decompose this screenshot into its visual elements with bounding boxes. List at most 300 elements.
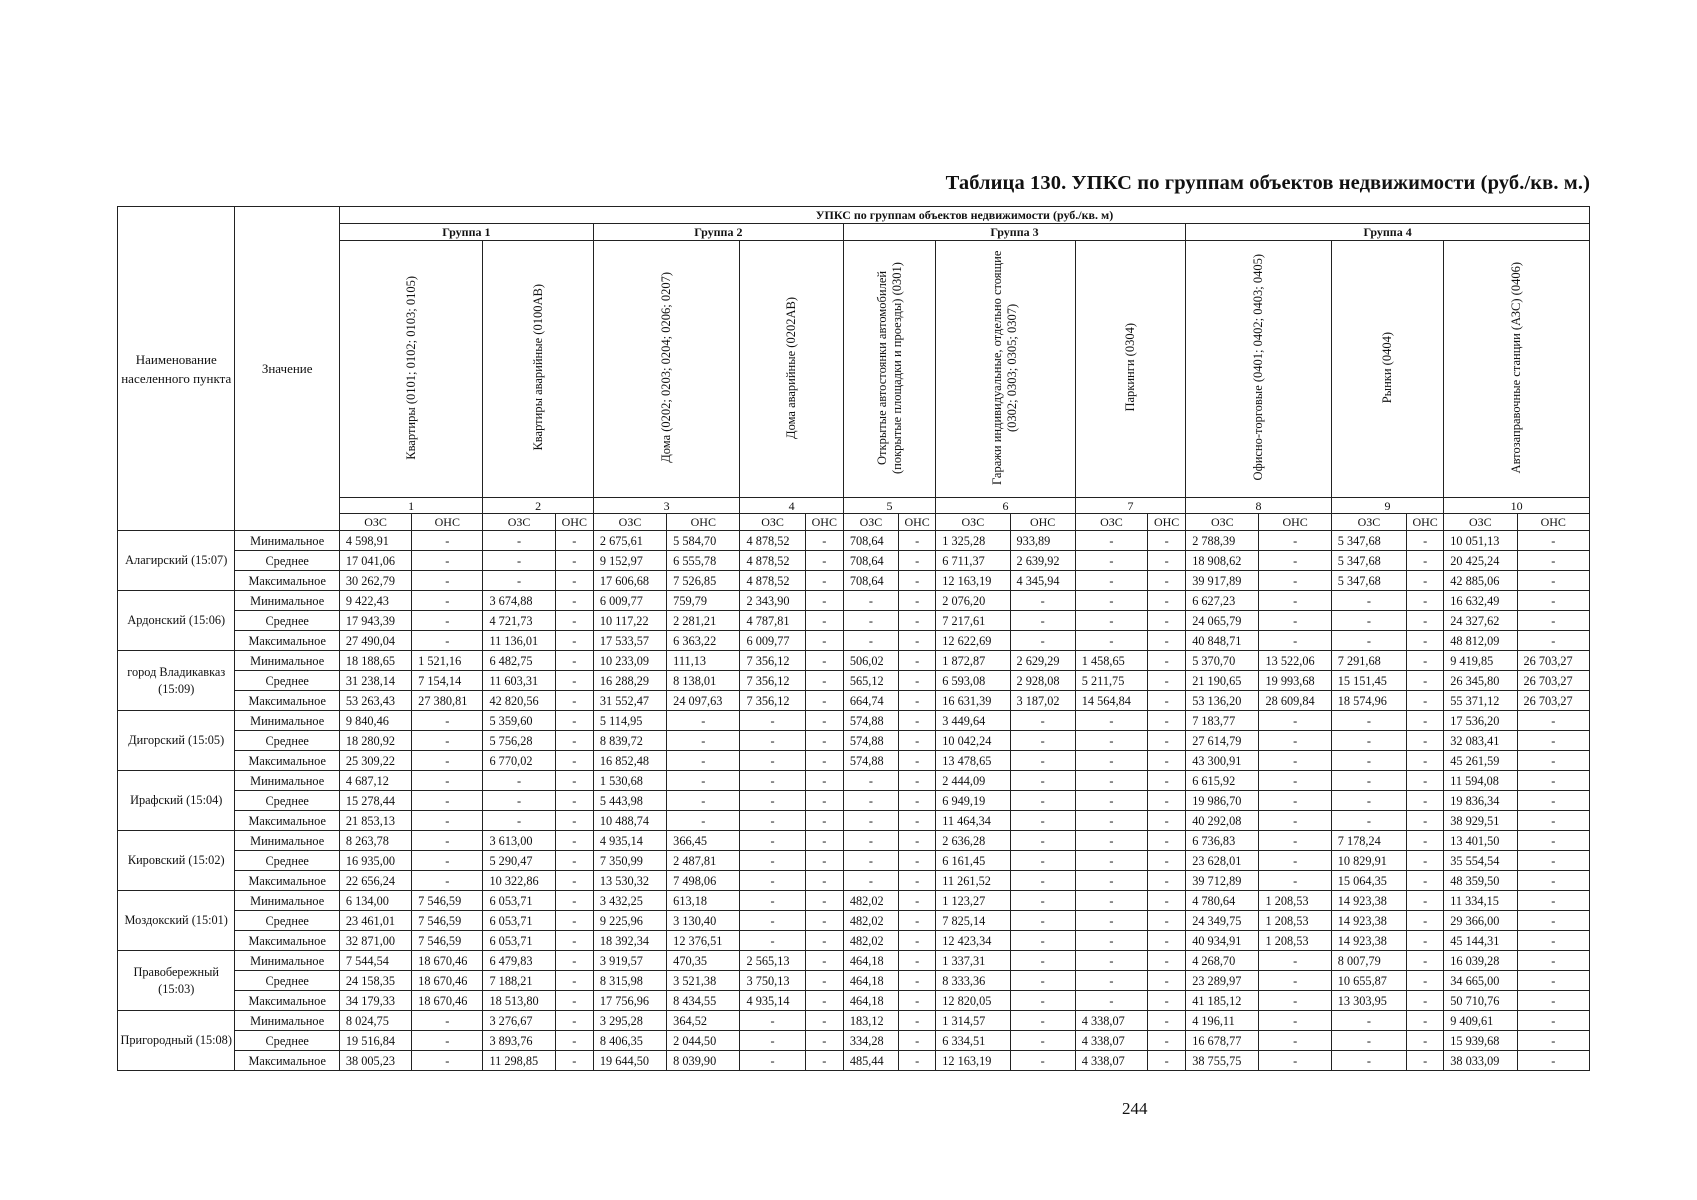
table-cell: - xyxy=(899,711,936,731)
table-cell: - xyxy=(1331,1031,1406,1051)
settlement-name: Правобережный (15:03) xyxy=(118,951,235,1011)
table-cell: - xyxy=(555,971,593,991)
table-cell: 12 423,34 xyxy=(936,931,1010,951)
table-cell: 10 488,74 xyxy=(593,811,666,831)
table-cell: - xyxy=(1010,711,1075,731)
table-cell: 12 163,19 xyxy=(936,1051,1010,1071)
header-subgroup-2 xyxy=(483,241,593,498)
value-label: Минимальное xyxy=(235,1011,339,1031)
table-cell: - xyxy=(1259,1051,1331,1071)
table-cell: 6 555,78 xyxy=(667,551,740,571)
table-cell: - xyxy=(899,551,936,571)
header-ons: ОНС xyxy=(805,514,843,531)
table-cell: 11 261,52 xyxy=(936,871,1010,891)
table-cell: 6 615,92 xyxy=(1186,771,1259,791)
table-cell: 31 238,14 xyxy=(339,671,411,691)
table-cell: - xyxy=(1148,911,1186,931)
table-cell: - xyxy=(667,791,740,811)
table-cell: - xyxy=(740,931,805,951)
table-cell: - xyxy=(805,571,843,591)
table-cell: 4 787,81 xyxy=(740,611,805,631)
table-cell: 29 366,00 xyxy=(1444,911,1517,931)
table-cell: 7 350,99 xyxy=(593,851,666,871)
table-cell: - xyxy=(843,851,898,871)
table-cell: - xyxy=(1517,631,1590,651)
table-cell: 111,13 xyxy=(667,651,740,671)
table-cell: - xyxy=(1075,591,1147,611)
table-cell: 4 338,07 xyxy=(1075,1051,1147,1071)
header-ons: ОНС xyxy=(1407,514,1444,531)
table-cell: - xyxy=(1407,531,1444,551)
table-cell: - xyxy=(1010,971,1075,991)
table-row xyxy=(118,891,1590,911)
table-cell: - xyxy=(1148,851,1186,871)
table-cell: - xyxy=(899,891,936,911)
table-cell: - xyxy=(1148,631,1186,651)
table-cell: 708,64 xyxy=(843,531,898,551)
table-cell: - xyxy=(412,1031,483,1051)
table-cell: - xyxy=(1148,1011,1186,1031)
table-cell: - xyxy=(412,731,483,751)
table-cell: 18 392,34 xyxy=(593,931,666,951)
table-cell: - xyxy=(412,1011,483,1031)
table-cell: - xyxy=(1259,591,1331,611)
table-row xyxy=(118,531,1590,551)
header-group-4: Группа 4 xyxy=(1186,224,1590,241)
table-cell: 5 359,60 xyxy=(483,711,555,731)
table-cell: 9 152,97 xyxy=(593,551,666,571)
table-cell: - xyxy=(1075,851,1147,871)
table-row xyxy=(118,871,1590,891)
table-cell: - xyxy=(1148,551,1186,571)
value-label: Минимальное xyxy=(235,591,339,611)
table-cell: 2 044,50 xyxy=(667,1031,740,1051)
table-cell: 6 053,71 xyxy=(483,891,555,911)
table-cell: - xyxy=(667,811,740,831)
table-cell: - xyxy=(899,731,936,751)
table-cell: 482,02 xyxy=(843,931,898,951)
table-cell: - xyxy=(1075,871,1147,891)
table-cell: 27 380,81 xyxy=(412,691,483,711)
table-cell: 11 464,34 xyxy=(936,811,1010,831)
table-cell: - xyxy=(1010,891,1075,911)
table-cell: - xyxy=(1517,711,1590,731)
table-cell: - xyxy=(1075,771,1147,791)
value-label: Максимальное xyxy=(235,691,339,711)
table-cell: 27 490,04 xyxy=(339,631,411,651)
table-cell: - xyxy=(1517,871,1590,891)
table-cell: 3 295,28 xyxy=(593,1011,666,1031)
table-cell: - xyxy=(555,991,593,1011)
table-cell: - xyxy=(667,731,740,751)
table-cell: - xyxy=(805,851,843,871)
table-cell: 17 943,39 xyxy=(339,611,411,631)
table-cell: - xyxy=(1259,951,1331,971)
table-cell: - xyxy=(555,791,593,811)
table-cell: - xyxy=(805,1031,843,1051)
table-cell: 613,18 xyxy=(667,891,740,911)
header-ons: ОНС xyxy=(1517,514,1590,531)
table-cell: 16 039,28 xyxy=(1444,951,1517,971)
table-cell: - xyxy=(1148,611,1186,631)
header-subgroup-4 xyxy=(740,241,843,498)
table-cell: 39 917,89 xyxy=(1186,571,1259,591)
value-label: Среднее xyxy=(235,971,339,991)
header-ozs: ОЗС xyxy=(593,514,666,531)
table-cell: - xyxy=(740,831,805,851)
table-cell: - xyxy=(805,671,843,691)
table-cell: 11 603,31 xyxy=(483,671,555,691)
table-cell: 2 281,21 xyxy=(667,611,740,631)
table-cell: - xyxy=(1010,931,1075,951)
table-cell: - xyxy=(1331,591,1406,611)
table-cell: - xyxy=(1259,831,1331,851)
table-cell: - xyxy=(1148,771,1186,791)
table-cell: - xyxy=(555,751,593,771)
table-cell: - xyxy=(1148,751,1186,771)
header-ons: ОНС xyxy=(667,514,740,531)
table-cell: 38 005,23 xyxy=(339,1051,411,1071)
table-cell: - xyxy=(1148,891,1186,911)
header-subgroup-5 xyxy=(843,241,935,498)
table-cell: 6 593,08 xyxy=(936,671,1010,691)
table-row xyxy=(118,651,1590,671)
table-cell: 565,12 xyxy=(843,671,898,691)
table-cell: 18 574,96 xyxy=(1331,691,1406,711)
table-cell: 13 478,65 xyxy=(936,751,1010,771)
table-row xyxy=(118,731,1590,751)
table-cell: - xyxy=(1517,1051,1590,1071)
table-row xyxy=(118,971,1590,991)
table-cell: - xyxy=(805,651,843,671)
table-cell: - xyxy=(740,851,805,871)
table-cell: 18 280,92 xyxy=(339,731,411,751)
table-cell: - xyxy=(412,591,483,611)
header-ons: ОНС xyxy=(899,514,936,531)
header-upks: УПКС по группам объектов недвижимости (руб./кв. м) xyxy=(339,207,1589,224)
table-cell: 5 347,68 xyxy=(1331,551,1406,571)
table-cell: - xyxy=(1517,831,1590,851)
table-cell: - xyxy=(899,1051,936,1071)
table-cell: 3 674,88 xyxy=(483,591,555,611)
table-cell: - xyxy=(555,1051,593,1071)
table-cell: 12 376,51 xyxy=(667,931,740,951)
table-cell: - xyxy=(555,891,593,911)
table-cell: - xyxy=(1407,591,1444,611)
header-subgroup-7 xyxy=(1075,241,1185,498)
table-cell: 6 363,22 xyxy=(667,631,740,651)
table-row xyxy=(118,1051,1590,1071)
table-cell: 14 923,38 xyxy=(1331,911,1406,931)
table-cell: - xyxy=(843,791,898,811)
table-cell: - xyxy=(740,871,805,891)
header-ons: ОНС xyxy=(1148,514,1186,531)
table-cell: 3 919,57 xyxy=(593,951,666,971)
table-cell: 17 041,06 xyxy=(339,551,411,571)
table-cell: - xyxy=(1407,611,1444,631)
table-cell: 14 923,38 xyxy=(1331,891,1406,911)
table-cell: 21 190,65 xyxy=(1186,671,1259,691)
header-value: Значение xyxy=(235,207,339,531)
table-cell: 42 885,06 xyxy=(1444,571,1517,591)
table-cell: 7 546,59 xyxy=(412,891,483,911)
header-subgroup-8 xyxy=(1186,241,1332,498)
table-cell: - xyxy=(1331,611,1406,631)
table-cell: 506,02 xyxy=(843,651,898,671)
header-subgroup-6 xyxy=(936,241,1076,498)
table-cell: 2 076,20 xyxy=(936,591,1010,611)
settlement-name: Моздокский (15:01) xyxy=(118,891,235,951)
table-cell: - xyxy=(667,771,740,791)
table-cell: 8 839,72 xyxy=(593,731,666,751)
table-cell: - xyxy=(412,871,483,891)
table-cell: - xyxy=(1517,1031,1590,1051)
header-subgroup-label: Офисно-торговые (0401; 0402; 0403; 0405) xyxy=(1250,254,1265,481)
table-cell: - xyxy=(1148,1031,1186,1051)
table-cell: 34 179,33 xyxy=(339,991,411,1011)
table-cell: - xyxy=(1259,771,1331,791)
value-label: Минимальное xyxy=(235,711,339,731)
value-label: Максимальное xyxy=(235,811,339,831)
table-cell: - xyxy=(899,751,936,771)
table-cell: 366,45 xyxy=(667,831,740,851)
table-cell: 8 024,75 xyxy=(339,1011,411,1031)
table-cell: - xyxy=(1259,631,1331,651)
table-cell: 1 521,16 xyxy=(412,651,483,671)
table-cell: - xyxy=(899,851,936,871)
table-cell: 30 262,79 xyxy=(339,571,411,591)
table-cell: - xyxy=(1407,1031,1444,1051)
table-cell: 35 554,54 xyxy=(1444,851,1517,871)
table-cell: - xyxy=(1148,831,1186,851)
table-cell: - xyxy=(555,571,593,591)
header-column-number: 3 xyxy=(593,498,740,514)
table-cell: 3 432,25 xyxy=(593,891,666,911)
table-cell: - xyxy=(1331,731,1406,751)
table-cell: 6 479,83 xyxy=(483,951,555,971)
table-cell: - xyxy=(805,811,843,831)
table-cell: 6 161,45 xyxy=(936,851,1010,871)
table-cell: 23 461,01 xyxy=(339,911,411,931)
table-cell: 4 721,73 xyxy=(483,611,555,631)
value-label: Среднее xyxy=(235,731,339,751)
table-cell: 1 314,57 xyxy=(936,1011,1010,1031)
table-row xyxy=(118,751,1590,771)
table-cell: 28 609,84 xyxy=(1259,691,1331,711)
table-cell: - xyxy=(1517,791,1590,811)
settlement-name: Кировский (15:02) xyxy=(118,831,235,891)
header-group-2: Группа 2 xyxy=(593,224,843,241)
table-cell: - xyxy=(740,791,805,811)
table-cell: 10 117,22 xyxy=(593,611,666,631)
table-cell: 39 712,89 xyxy=(1186,871,1259,891)
header-subgroup-1 xyxy=(339,241,483,498)
table-cell: - xyxy=(555,651,593,671)
table-cell: 26 703,27 xyxy=(1517,691,1590,711)
table-cell: - xyxy=(899,991,936,1011)
table-cell: 4 196,11 xyxy=(1186,1011,1259,1031)
table-cell: - xyxy=(1331,1011,1406,1031)
value-label: Максимальное xyxy=(235,751,339,771)
table-cell: 13 530,32 xyxy=(593,871,666,891)
table-cell: - xyxy=(740,1031,805,1051)
table-row xyxy=(118,551,1590,571)
table-cell: - xyxy=(899,1011,936,1031)
table-cell: - xyxy=(555,851,593,871)
table-cell: 41 185,12 xyxy=(1186,991,1259,1011)
table-cell: - xyxy=(1331,631,1406,651)
table-cell: - xyxy=(412,1051,483,1071)
table-cell: - xyxy=(483,771,555,791)
table-cell: - xyxy=(805,771,843,791)
table-cell: - xyxy=(412,551,483,571)
table-cell: 574,88 xyxy=(843,711,898,731)
table-cell: 38 929,51 xyxy=(1444,811,1517,831)
value-label: Среднее xyxy=(235,671,339,691)
settlement-name: Ардонский (15:06) xyxy=(118,591,235,651)
header-column-number: 2 xyxy=(483,498,593,514)
table-cell: - xyxy=(1148,1051,1186,1071)
table-cell: - xyxy=(1517,931,1590,951)
table-cell: - xyxy=(412,831,483,851)
table-cell: 7 546,59 xyxy=(412,911,483,931)
table-cell: - xyxy=(740,811,805,831)
table-cell: - xyxy=(1259,571,1331,591)
table-cell: - xyxy=(1010,811,1075,831)
table-cell: - xyxy=(1407,691,1444,711)
table-cell: 40 292,08 xyxy=(1186,811,1259,831)
table-cell: - xyxy=(1407,631,1444,651)
table-cell: - xyxy=(1331,811,1406,831)
value-label: Максимальное xyxy=(235,931,339,951)
table-cell: - xyxy=(555,931,593,951)
table-cell: - xyxy=(1259,811,1331,831)
table-cell: 6 134,00 xyxy=(339,891,411,911)
table-cell: 7 188,21 xyxy=(483,971,555,991)
table-cell: - xyxy=(483,811,555,831)
table-cell: - xyxy=(1331,771,1406,791)
table-cell: - xyxy=(805,831,843,851)
table-cell: - xyxy=(555,671,593,691)
table-cell: 17 536,20 xyxy=(1444,711,1517,731)
table-cell: - xyxy=(1259,751,1331,771)
header-ons: ОНС xyxy=(1010,514,1075,531)
table-cell: 7 526,85 xyxy=(667,571,740,591)
table-cell: - xyxy=(740,751,805,771)
header-ozs: ОЗС xyxy=(936,514,1010,531)
table-cell: 7 356,12 xyxy=(740,651,805,671)
table-cell: - xyxy=(1259,851,1331,871)
table-cell: 40 934,91 xyxy=(1186,931,1259,951)
table-cell: - xyxy=(805,731,843,751)
table-cell: 55 371,12 xyxy=(1444,691,1517,711)
table-cell: - xyxy=(555,951,593,971)
table-cell: 17 756,96 xyxy=(593,991,666,1011)
table-cell: - xyxy=(1517,911,1590,931)
table-cell: 10 655,87 xyxy=(1331,971,1406,991)
table-cell: 2 675,61 xyxy=(593,531,666,551)
table-cell: 2 639,92 xyxy=(1010,551,1075,571)
table-cell: 1 872,87 xyxy=(936,651,1010,671)
table-cell: - xyxy=(1517,571,1590,591)
table-cell: - xyxy=(1517,891,1590,911)
table-cell: 2 629,29 xyxy=(1010,651,1075,671)
table-cell: 11 298,85 xyxy=(483,1051,555,1071)
table-cell: - xyxy=(1259,611,1331,631)
header-ozs: ОЗС xyxy=(483,514,555,531)
table-cell: - xyxy=(1075,931,1147,951)
table-cell: - xyxy=(1407,1011,1444,1031)
table-cell: - xyxy=(1148,951,1186,971)
table-cell: 8 434,55 xyxy=(667,991,740,1011)
table-cell: - xyxy=(1407,931,1444,951)
header-ons: ОНС xyxy=(555,514,593,531)
table-cell: 45 261,59 xyxy=(1444,751,1517,771)
settlement-name: Алагирский (15:07) xyxy=(118,531,235,591)
table-cell: 8 315,98 xyxy=(593,971,666,991)
table-cell: - xyxy=(1517,811,1590,831)
table-cell: 8 039,90 xyxy=(667,1051,740,1071)
table-cell: 18 670,46 xyxy=(412,971,483,991)
table-cell: 18 670,46 xyxy=(412,951,483,971)
table-cell: - xyxy=(1075,811,1147,831)
table-cell: 364,52 xyxy=(667,1011,740,1031)
table-cell: - xyxy=(1010,791,1075,811)
value-label: Минимальное xyxy=(235,531,339,551)
table-cell: 3 187,02 xyxy=(1010,691,1075,711)
header-subgroup-label: Автозаправочные станции (АЗС) (0406) xyxy=(1509,261,1524,474)
table-cell: - xyxy=(1331,791,1406,811)
table-cell: - xyxy=(1407,831,1444,851)
header-subgroup-label: Открытые автостоянки автомобилей (покрытые площадки и проезды) (0301) xyxy=(874,261,904,474)
table-cell: 3 750,13 xyxy=(740,971,805,991)
table-cell: 42 820,56 xyxy=(483,691,555,711)
table-cell: - xyxy=(1075,631,1147,651)
page-number: 244 xyxy=(1122,1099,1148,1118)
table-cell: 24 349,75 xyxy=(1186,911,1259,931)
value-label: Максимальное xyxy=(235,571,339,591)
table-cell: - xyxy=(1010,611,1075,631)
table-cell: 933,89 xyxy=(1010,531,1075,551)
header-subgroup-10 xyxy=(1444,241,1590,498)
table-cell: - xyxy=(1407,871,1444,891)
table-cell: 16 631,39 xyxy=(936,691,1010,711)
table-cell: - xyxy=(1075,551,1147,571)
header-subgroup-label: Квартиры (0101; 0102; 0103; 0105) xyxy=(403,275,418,460)
header-subgroup-label: Рынки (0404) xyxy=(1379,331,1394,404)
header-subgroup-9 xyxy=(1331,241,1443,498)
table-cell: 1 530,68 xyxy=(593,771,666,791)
table-cell: 27 614,79 xyxy=(1186,731,1259,751)
table-cell: - xyxy=(1259,991,1331,1011)
table-cell: - xyxy=(899,691,936,711)
table-cell: - xyxy=(1075,951,1147,971)
table-cell: - xyxy=(412,611,483,631)
table-cell: - xyxy=(1075,751,1147,771)
table-cell: 53 263,43 xyxy=(339,691,411,711)
table-cell: 7 356,12 xyxy=(740,671,805,691)
table-cell: 13 303,95 xyxy=(1331,991,1406,1011)
table-cell: 8 406,35 xyxy=(593,1031,666,1051)
table-cell: - xyxy=(1010,991,1075,1011)
header-ozs: ОЗС xyxy=(339,514,411,531)
table-cell: - xyxy=(412,811,483,831)
table-cell: - xyxy=(1075,831,1147,851)
table-cell: - xyxy=(483,531,555,551)
header-ozs: ОЗС xyxy=(1444,514,1517,531)
value-label: Максимальное xyxy=(235,631,339,651)
table-cell: - xyxy=(1259,531,1331,551)
